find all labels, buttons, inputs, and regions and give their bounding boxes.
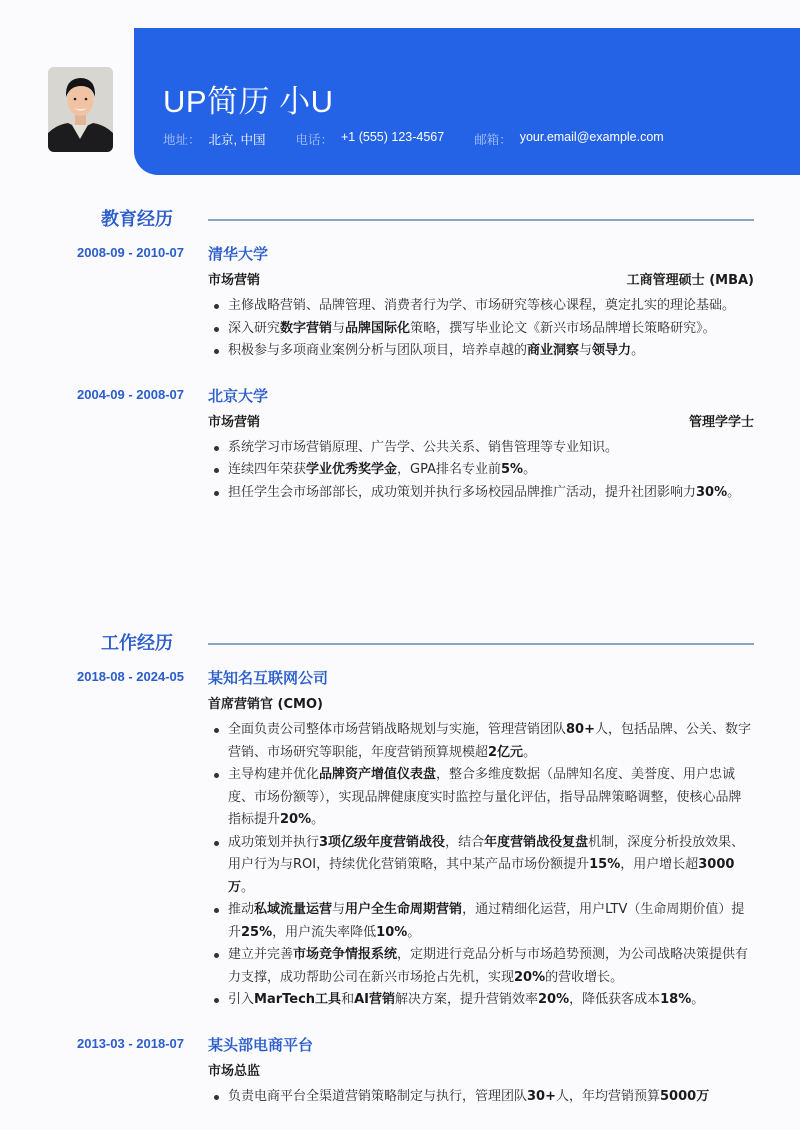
degree: 管理学学士 bbox=[688, 414, 754, 430]
list-item bbox=[208, 295, 754, 318]
section-divider bbox=[208, 643, 754, 645]
entry-date: 2018-08 - 2024-05 bbox=[77, 669, 184, 684]
section-header bbox=[0, 205, 800, 235]
bullet-text: ，整合多维度数据（品牌知名度、美誉度、用户忠诚度、市场份额等），实现品牌健康度实时监控与量化评估，指导品牌策略调整，使核心品牌指标提升 bbox=[228, 767, 742, 827]
phone-value[interactable]: +1 (555) 123-4567 bbox=[340, 130, 445, 144]
section-divider bbox=[208, 219, 754, 221]
highlight-text: 2亿元 bbox=[488, 744, 524, 760]
highlight-text: 30+ bbox=[527, 1088, 556, 1104]
entry-subheader bbox=[208, 413, 754, 433]
entry-body bbox=[208, 1034, 754, 1109]
avatar bbox=[48, 67, 113, 152]
highlight-text: 20% bbox=[514, 969, 546, 985]
highlight-text: 20% bbox=[538, 992, 570, 1007]
highlight-text: 30% bbox=[696, 484, 728, 500]
bullet-text: 。 bbox=[523, 744, 537, 760]
entry-date: 2013-03 - 2018-07 bbox=[77, 1035, 184, 1051]
bullet-text: 。 bbox=[727, 484, 741, 500]
email-label: 邮箱： bbox=[474, 133, 512, 147]
list-item bbox=[208, 832, 754, 900]
entry-subheader bbox=[208, 271, 754, 291]
highlight-text: 品牌国际化 bbox=[345, 320, 411, 336]
entry-date: 2008-09 - 2010-07 bbox=[77, 245, 184, 260]
bullet-text: ，用户增长超 bbox=[620, 857, 699, 872]
bullet-text: 连续四年荣获 bbox=[228, 462, 307, 477]
education-entry bbox=[0, 385, 800, 505]
highlight-text: 15% bbox=[589, 857, 621, 872]
highlight-text: 80+ bbox=[566, 722, 595, 737]
bullet-text: 与 bbox=[332, 902, 346, 917]
degree: 工商管理硕士 (MBA) bbox=[626, 273, 754, 288]
bullet-text: 和 bbox=[341, 992, 355, 1007]
profile-photo-icon bbox=[48, 67, 113, 152]
bullet-text: 解决方案，提升营销效率 bbox=[394, 992, 538, 1007]
bullet-text: 。 bbox=[407, 924, 421, 940]
bullet-text: 深入研究 bbox=[228, 320, 281, 336]
bullet-text: 主修战略营销、品牌管理、消费者行为学、市场研究等核心课程，奠定扎实的理论基础。 bbox=[228, 298, 736, 313]
list-item bbox=[208, 340, 754, 363]
bullet-text: ，结合 bbox=[445, 834, 485, 850]
entry-date: 2004-09 - 2008-07 bbox=[77, 386, 184, 402]
highlight-text: 3项亿级年度营销战役 bbox=[319, 834, 446, 850]
bullet-text: 。 bbox=[311, 812, 325, 827]
highlight-text: 3000万 bbox=[228, 857, 735, 895]
school-name: 北京大学 bbox=[208, 386, 269, 405]
bullet-text: 引入 bbox=[228, 992, 255, 1007]
bullet-list bbox=[208, 719, 754, 1012]
highlight-text: MarTech工具 bbox=[254, 992, 342, 1007]
bullet-text: ，降低获客成本 bbox=[569, 992, 661, 1007]
highlight-text: 25% bbox=[241, 924, 273, 940]
work-entry bbox=[0, 1034, 800, 1109]
bullet-text: 人，包括品牌、公关、数字营销、市场研究等职能，年度营销预算规模超 bbox=[228, 722, 752, 760]
contact-email bbox=[474, 130, 664, 148]
highlight-text: 10% bbox=[376, 924, 408, 940]
highlight-text: 20% bbox=[280, 812, 312, 827]
highlight-text: 学业优秀奖学金 bbox=[306, 462, 398, 477]
bullet-text: ，用户流失率降低 bbox=[272, 924, 377, 940]
list-item bbox=[208, 1086, 754, 1109]
list-item bbox=[208, 719, 754, 764]
entry-body bbox=[208, 385, 754, 505]
list-item bbox=[208, 482, 754, 505]
address-label: 地址： bbox=[163, 133, 201, 147]
job-title: 首席营销官 (CMO) bbox=[208, 697, 323, 712]
list-item bbox=[208, 437, 754, 460]
address-value: 北京, 中国 bbox=[208, 133, 266, 147]
list-item bbox=[208, 944, 754, 989]
company-name: 某知名互联网公司 bbox=[208, 669, 329, 687]
highlight-text: 年度营销战役复盘 bbox=[484, 834, 589, 850]
highlight-text: 5% bbox=[501, 462, 524, 477]
bullet-text: 系统学习市场营销原理、广告学、公共关系、销售管理等专业知识。 bbox=[228, 439, 619, 455]
bullet-text: 与 bbox=[579, 343, 593, 358]
highlight-text: 18% bbox=[660, 992, 692, 1007]
highlight-text: 数字营销 bbox=[280, 320, 333, 336]
entry-subheader bbox=[208, 1062, 754, 1082]
highlight-text: 品牌资产增值仪表盘 bbox=[319, 767, 437, 782]
school-name: 清华大学 bbox=[208, 245, 269, 263]
bullet-text: ，定期进行竞品分析与市场趋势预测，为公司战略决策提供有力支撑，成功帮助公司在新兴市场抢占先机，实现 bbox=[228, 947, 749, 985]
email-value[interactable]: your.email@example.com bbox=[519, 130, 664, 144]
entry-subheader bbox=[208, 695, 754, 715]
list-item bbox=[208, 318, 754, 341]
bullet-text: 积极参与多项商业案例分析与团队项目，培养卓越的 bbox=[228, 343, 528, 358]
bullet-text: 人，年均营销预算 bbox=[556, 1088, 661, 1104]
bullet-text: 担任学生会市场部部长，成功策划并执行多场校园品牌推广活动，提升社团影响力 bbox=[228, 484, 697, 500]
work-section bbox=[0, 629, 800, 1108]
highlight-text: 私域流量运营 bbox=[254, 902, 333, 917]
bullet-text: 推动 bbox=[228, 902, 255, 917]
bullet-text: ，通过精细化运营，用户LTV（生命周期价值）提升 bbox=[228, 902, 745, 940]
highlight-text: 市场竞争情报系统 bbox=[293, 947, 398, 962]
education-section bbox=[0, 205, 800, 504]
bullet-text: 全面负责公司整体市场营销战略规划与实施，管理营销团队 bbox=[228, 722, 567, 737]
list-item bbox=[208, 764, 754, 832]
major: 市场营销 bbox=[208, 414, 261, 430]
list-item bbox=[208, 459, 754, 482]
section-title: 教育经历 bbox=[101, 209, 173, 230]
section-title: 工作经历 bbox=[101, 633, 173, 654]
major: 市场营销 bbox=[208, 273, 261, 288]
highlight-text: AI营销 bbox=[354, 992, 395, 1007]
bullet-text: 机制，深度分析投放效果、用户行为与ROI，持续优化营销策略，其中某产品市场份额提升 bbox=[228, 834, 745, 872]
bullet-text: 负责电商平台全渠道营销策略制定与执行，管理团队 bbox=[228, 1088, 528, 1104]
candidate-name: UP简历 小U bbox=[163, 84, 334, 119]
bullet-list bbox=[208, 295, 754, 363]
highlight-text: 领导力 bbox=[592, 343, 632, 358]
bullet-text: ，GPA排名专业前 bbox=[397, 462, 502, 477]
bullet-text: 成功策划并执行 bbox=[228, 834, 320, 850]
bullet-text: 。 bbox=[241, 879, 255, 895]
phone-label: 电话： bbox=[295, 133, 333, 147]
contact-phone bbox=[295, 130, 444, 148]
section-header bbox=[0, 629, 800, 659]
company-name: 某头部电商平台 bbox=[208, 1035, 314, 1054]
bullet-text: 。 bbox=[523, 462, 537, 477]
bullet-list bbox=[208, 437, 754, 505]
contact-address bbox=[163, 130, 265, 148]
contact-info bbox=[163, 130, 664, 148]
entry-body bbox=[208, 667, 754, 1012]
highlight-text: 5000万 bbox=[660, 1088, 710, 1104]
bullet-text: 的营收增长。 bbox=[545, 969, 624, 985]
list-item bbox=[208, 899, 754, 944]
bullet-text: 建立并完善 bbox=[228, 947, 294, 962]
bullet-text: 。 bbox=[691, 992, 705, 1007]
bullet-list bbox=[208, 1086, 754, 1109]
bullet-text: 策略，撰写毕业论文《新兴市场品牌增长策略研究》。 bbox=[410, 320, 716, 336]
entry-body bbox=[208, 243, 754, 363]
highlight-text: 商业洞察 bbox=[527, 343, 580, 358]
bullet-text: 与 bbox=[332, 320, 346, 336]
highlight-text: 用户全生命周期营销 bbox=[345, 902, 463, 917]
work-entry bbox=[0, 667, 800, 1012]
bullet-text: 。 bbox=[631, 343, 645, 358]
list-item bbox=[208, 989, 754, 1012]
education-entry bbox=[0, 243, 800, 363]
bullet-text: 主导构建并优化 bbox=[228, 767, 320, 782]
job-title: 市场总监 bbox=[208, 1063, 261, 1079]
